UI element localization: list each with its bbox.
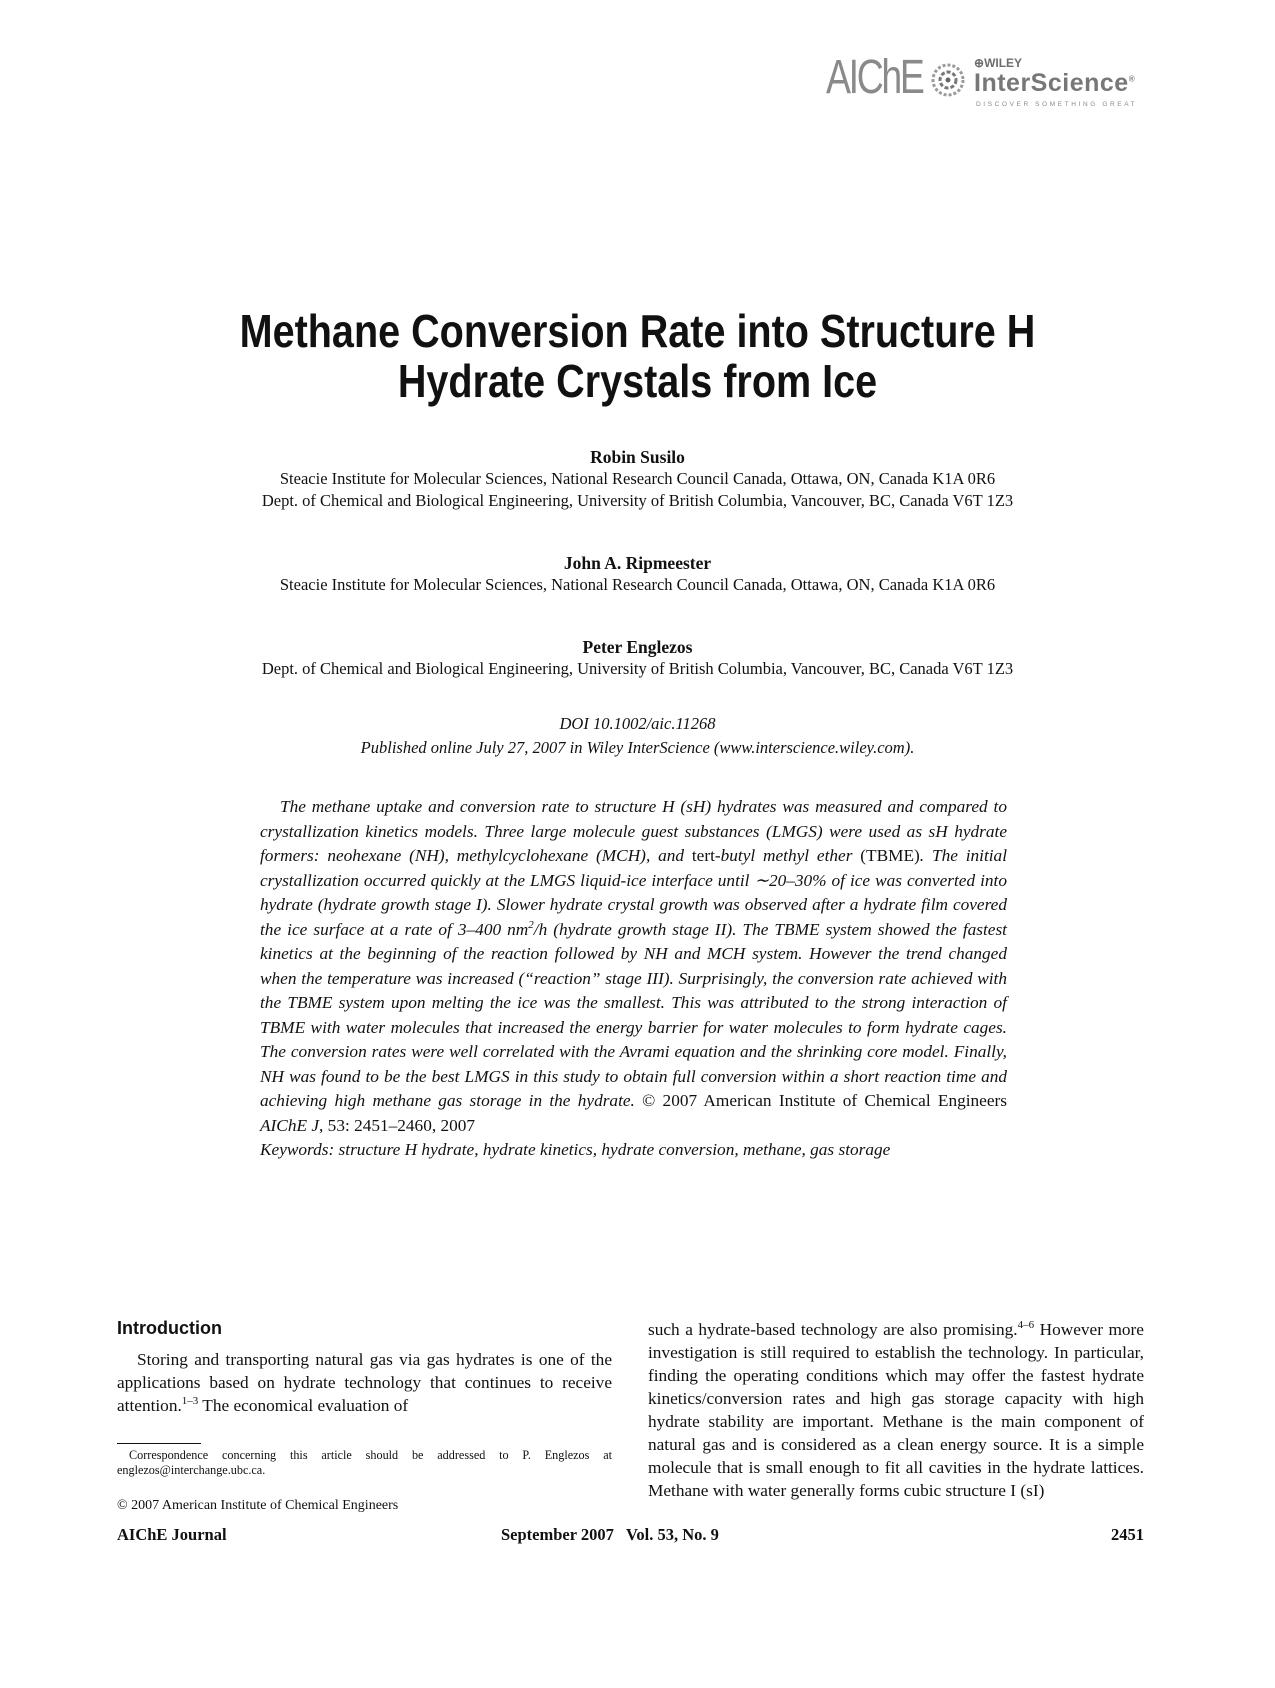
body-column-right (648, 1318, 1144, 1502)
aiche-logo-text: AIChE (826, 51, 923, 104)
copyright-note: © 2007 American Institute of Chemical Engineers (117, 1498, 399, 1513)
author-name: John A. Ripmeester (563, 553, 712, 573)
footer-journal-name: AIChE Journal (117, 1525, 227, 1544)
logo-tagline: DISCOVER SOMETHING GREAT (976, 101, 1138, 108)
correspondence-note: Correspondence concerning this article should be addressed to P. Englezos at englezos@interchange.ubc.ca. (117, 1448, 612, 1477)
publisher-logo (826, 52, 1156, 118)
abstract-text: The methane uptake and conversion rate to structure H (sH) hydrates was measured and compared to crystallization kinetics models. Three large molecule guest substances (LMGS) were used as sH hydrate formers: neohexane (NH), methylcyclohexane (MCH), and tert-butyl methyl ether (TBME). The initial crystallization occurred quickly at the LMGS liquid-ice interface until ∼20–30% of ice was converted into hydrate (hydrate growth stage I). Slower hydrate crystal growth was observed after a hydrate film covered the ice surface at a rate of 3–400 $nm^2/h$ (hydrate growth stage II). The TBME system showed the fastest kinetics at the beginning of the reaction followed by NH and MCH system. However the trend changed when the temperature was increased (“reaction” stage III). Surprisingly, the conversion rate achieved with the TBME system upon melting the ice was the smallest. This was attributed to the strong interaction of TBME with water molecules that increased the energy barrier for water molecules to form hydrate cages. The conversion rates were well correlated with the Avrami equation and the shrinking core model. Finally, NH was found to be the best LMGS in this study to obtain full conversion within a short reaction time and achieving high methane gas storage in the hydrate. © 2007 American Institute of Chemical Engineers AIChE J, 53: 2451–2460, 2007 (260, 797, 1008, 1135)
body-column-left (117, 1318, 612, 1417)
abstract (260, 795, 1007, 1163)
footer-page-number: 2451 (1111, 1525, 1144, 1544)
author-affiliation: Steacie Institute for Molecular Sciences, National Research Council Canada, Ottawa, ON, Canada K1A 0R6 (279, 469, 996, 488)
page-footer (117, 1525, 1144, 1549)
footer-issue: September 2007 Vol. 53, No. 9 (501, 1525, 719, 1544)
doi-text: DOI 10.1002/aic.11268 (559, 714, 716, 733)
author-name: Peter Englezos (582, 637, 693, 657)
doi-block (0, 712, 1275, 760)
title-line-2: Hydrate Crystals from Ice (397, 355, 878, 407)
body-paragraph: such a hydrate-based technology are also promising.$^{4-6}$ However more investigation is still required to establish the technology. In particular, finding the operating conditions which may offer the fastest hydrate kinetics/conversion rates and high gas storage capacity with high hydrate stability are important. Methane is the main component of natural gas and is considered as a clean energy source. It is a simple molecule that is small enough to fit all cavities in the hydrate lattices. Methane with water generally forms cubic structure I (sI) (648, 1319, 1144, 1500)
interscience-logo-text: InterScience® (974, 69, 1136, 97)
footnote (117, 1443, 612, 1514)
article-title (89, 306, 1186, 406)
author-affiliation: Dept. of Chemical and Biological Engineering, University of British Columbia, Vancouver, BC, Canada V6T 1Z3 (261, 659, 1014, 678)
body-paragraph: Storing and transporting natural gas via gas hydrates is one of the applications based on hydrate technology that continues to receive attention.$^{1-3}$ The economical evaluation of (117, 1350, 612, 1415)
footnote-rule (117, 1443, 201, 1444)
author-block-1 (0, 446, 1275, 512)
published-online-text: Published online July 27, 2007 in Wiley InterScience (www.interscience.wiley.com). (360, 738, 915, 757)
section-heading-introduction: Introduction (117, 1318, 222, 1338)
author-affiliation: Dept. of Chemical and Biological Engineering, University of British Columbia, Vancouver, BC, Canada V6T 1Z3 (261, 491, 1014, 510)
wiley-logo-text: ⊕WILEY (974, 56, 1023, 70)
title-line-1: Methane Conversion Rate into Structure H (239, 305, 1036, 357)
keywords: Keywords: structure H hydrate, hydrate kinetics, hydrate conversion, methane, gas storage (260, 1140, 891, 1159)
author-block-2 (0, 552, 1275, 596)
author-block-3 (0, 636, 1275, 680)
author-affiliation: Steacie Institute for Molecular Sciences, National Research Council Canada, Ottawa, ON, Canada K1A 0R6 (279, 575, 996, 594)
author-name: Robin Susilo (590, 447, 685, 467)
interscience-swirl-icon (928, 58, 968, 102)
